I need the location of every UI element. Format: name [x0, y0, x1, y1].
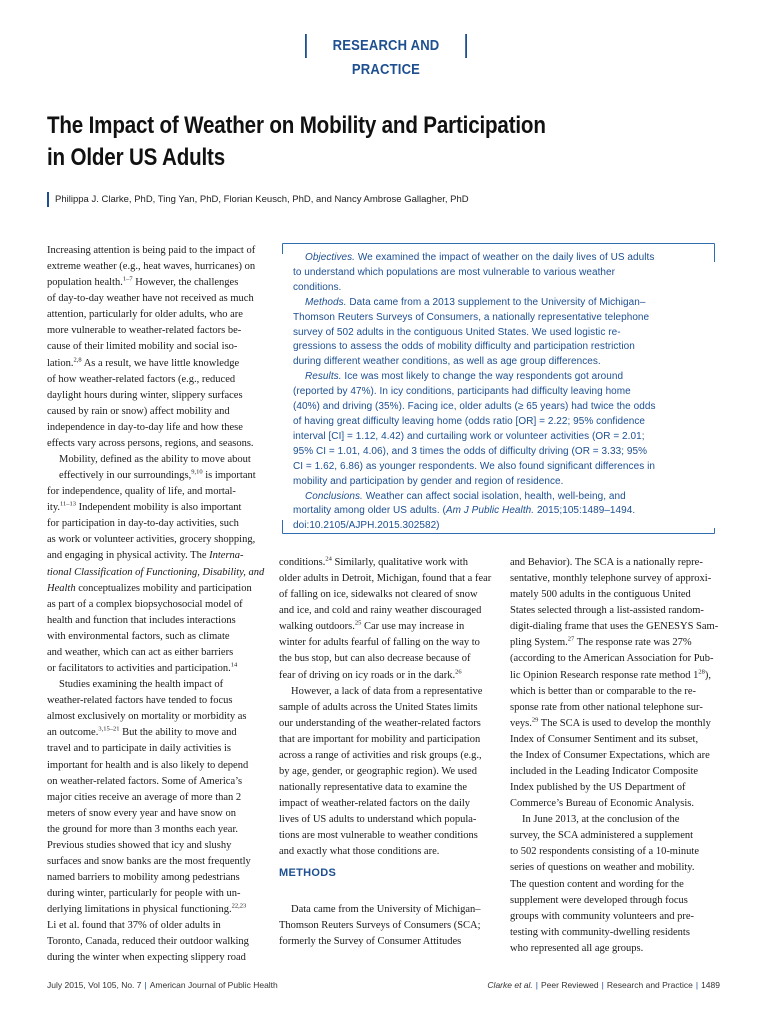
text-line: meters of snow every year and have snow on	[47, 807, 236, 819]
section-label: RESEARCH AND PRACTICE	[305, 34, 467, 58]
section-name: Research and Practice	[606, 980, 693, 990]
text-line: important for health and is also likely to depend	[47, 759, 249, 771]
abstract-text	[293, 251, 705, 534]
citation: 24	[325, 555, 332, 563]
text-line: major cities receive an average of more than 2	[47, 791, 242, 803]
border-gap	[712, 262, 718, 528]
body-column-1	[47, 243, 263, 967]
text-line: an outcome.$^{3,15-21}$ But the ability to move and	[47, 725, 237, 739]
citation: 11–13	[60, 500, 77, 508]
text-line: more vulnerable to weather-related factors be-	[47, 325, 242, 337]
abstract-line: Conclusions. Weather can affect social isolation, health, well-being, and	[305, 490, 626, 502]
citation: 26	[455, 668, 462, 676]
text-line: and exactly what those conditions are.	[279, 846, 440, 858]
text-line: which is better than or comparable to the re-	[510, 685, 697, 697]
text-line: independence in day-to-day life and how these	[47, 421, 243, 433]
text-line: pling System.$^{27}$ The response rate was 27%	[510, 635, 692, 649]
text-line: included in the Leading Indicator Composite	[510, 766, 699, 778]
abstract-line: Results. Ice was most likely to change the way respondents got around	[305, 371, 624, 383]
text-line: effects vary across persons, regions, and seasons.	[47, 437, 254, 449]
separator: |	[695, 980, 699, 990]
text-line: testing with community-dwelling residents	[510, 926, 690, 938]
text-line: who represented all age groups.	[510, 942, 644, 954]
paragraph	[279, 684, 495, 861]
paragraph	[279, 555, 495, 684]
text-line: and Behavior). The SCA is a nationally repre-	[510, 557, 703, 568]
text-line: of day-to-day weather have not received as much	[47, 293, 254, 305]
text-line: population health.$^{1-7}$ However, the challenges	[47, 275, 239, 289]
citation: 22,23	[231, 902, 247, 910]
abstract-box	[282, 243, 715, 534]
text-line: supplement were developed through focus	[510, 894, 688, 906]
abstract-line: conditions.	[293, 281, 342, 293]
text-line: nationally representative data to examine the	[279, 782, 468, 794]
text-line: daylight hours during winter, slippery surfaces	[47, 389, 243, 401]
title-line: in Older US Adults	[47, 144, 226, 171]
abstract-line: mortality among older US adults. (Am J Public Health. 2015;105:1489–1494.	[293, 505, 636, 517]
abstract-line: gressions to assess the odds of mobility difficulty and participation restriction	[293, 341, 635, 353]
citation: 28	[698, 668, 705, 676]
text-line: named barriers to mobility among pedestrians	[47, 872, 240, 884]
text-line: survey, the SCA administered a supplement	[510, 830, 694, 842]
text-line: the bus stop, but can also decrease because of	[279, 653, 471, 665]
abstract-line: Methods. Data came from a 2013 supplement to the University of Michigan–	[305, 296, 646, 308]
text-line: by age, gender, or geographic region). We used	[279, 766, 477, 778]
paragraph	[47, 243, 263, 452]
text-line: impact of weather-related factors on the daily	[279, 798, 471, 810]
text-line: groups with community volunteers and pre-	[510, 910, 695, 922]
text-line: derlying limitations in physical functioning.$^{22,23}$	[47, 902, 247, 916]
abstract-line: (40%) and driving (35%). Facing ice, older adults (≥ 65 years) had twice the odds	[293, 401, 656, 413]
text-line: on weather-related factors. Some of America’s	[47, 775, 243, 787]
citation: 3,15–21	[98, 725, 120, 733]
citation: 14	[230, 661, 238, 669]
text-line: formerly the Survey of Consumer Attitudes	[279, 936, 462, 948]
body-column-2	[279, 555, 495, 860]
article-title	[47, 110, 601, 174]
text-line: across a range of activities and risk groups (e.g.,	[279, 749, 482, 761]
abstract-line: survey of 502 adults in the contiguous United States. We used logistic re-	[293, 326, 621, 338]
text-line: fear of driving on icy roads or in the dark.$^{26}$	[279, 668, 462, 681]
paragraph	[47, 452, 263, 677]
text-line: In June 2013, at the conclusion of the	[522, 814, 680, 826]
text-line: attention, particularly for older adults, who are	[47, 309, 243, 321]
text-line: tions are most vulnerable to weather conditions	[279, 830, 478, 842]
text-line: Thomson Reuters Surveys of Consumers (SCA;	[279, 920, 481, 932]
text-line: Index of Consumer Sentiment and its subset,	[510, 733, 699, 745]
text-line: conditions.$^{24}$ Similarly, qualitative work with	[279, 555, 468, 568]
text-line: the ground for more than 3 months each year.	[47, 823, 238, 835]
text-line: during the winter when expecting slippery road	[47, 952, 246, 964]
text-line: Li et al. found that 37% of older adults in	[47, 920, 221, 932]
text-line: almost exclusively on mortality or morbidity as	[47, 711, 247, 723]
abstract-line: doi:10.2105/AJPH.2015.302582)	[293, 520, 440, 532]
text-line: sample of adults across the United States limits	[279, 701, 478, 713]
text-line: Health conceptualizes mobility and participation	[47, 582, 252, 594]
separator: |	[601, 980, 604, 990]
body-column-3	[510, 555, 726, 957]
text-line: of falling on ice, sidewalks not cleared of snow	[279, 589, 478, 601]
abstract-line: during different weather conditions, as well as age group differences.	[293, 356, 601, 368]
text-line: States selected through a list-assisted random-	[510, 605, 704, 617]
abstract-line: mobility and participation by gender and region of residence.	[293, 475, 564, 487]
text-line: ity.$^{11-13}$ Independent mobility is also important	[47, 500, 242, 514]
text-line: caused by rain or snow) affect mobility and	[47, 405, 230, 417]
border-gap	[279, 254, 285, 520]
abstract-line: of having great difficulty leaving home (odds ratio [OR] = 2.22; 95% confidence	[293, 415, 646, 427]
title-line: The Impact of Weather on Mobility and Participation	[47, 112, 546, 139]
citation: 25	[354, 619, 362, 627]
text-line: lives of US adults to understand which popula-	[279, 814, 477, 826]
text-line: and weather, which can act as either barriers	[47, 646, 234, 658]
text-line: The question content and wording for the	[510, 878, 684, 890]
text-line: for participation in day-to-day activities, such	[47, 518, 239, 530]
text-line: Studies examining the health impact of	[59, 679, 224, 691]
citation: 1–7	[122, 275, 133, 283]
abstract-line: (reported by 47%). In icy conditions, participants had difficulty leaving home	[293, 386, 631, 398]
footer-left	[47, 980, 278, 990]
text-line: and ice, and cold and rainy weather discouraged	[279, 605, 482, 617]
text-line: effectively in our surroundings,$^{9,10}$ is important	[59, 468, 256, 482]
text-line: sponse rate from other national telephone sur-	[510, 701, 703, 713]
running-authors: Clarke et al.	[487, 980, 533, 990]
separator: |	[144, 980, 147, 990]
abstract-line: Thomson Reuters Surveys of Consumers, a nationally representative telephone	[293, 311, 650, 323]
text-line: surfaces and snow banks are the most frequently	[47, 855, 251, 867]
paragraph	[510, 555, 726, 812]
text-line: extreme weather (e.g., heat waves, hurricanes) on	[47, 261, 256, 273]
text-line: However, a lack of data from a representative	[291, 685, 483, 697]
text-line: to 502 respondents consisting of a 10-minute	[510, 846, 699, 858]
text-line: weather-related factors have tended to focus	[47, 695, 233, 707]
text-line: Increasing attention is being paid to the impact of	[47, 245, 256, 256]
text-line: winter for adults fearful of falling on the way to	[279, 637, 480, 649]
text-line: Data came from the University of Michigan–	[291, 904, 481, 915]
text-line: and engaging in physical activity. The Interna-	[47, 550, 244, 562]
section-heading-methods: METHODS	[279, 867, 337, 879]
paragraph	[510, 812, 726, 957]
separator: |	[535, 980, 538, 990]
text-line: Index published by the US Department of	[510, 782, 686, 794]
text-line: that are important for mobility and participation	[279, 733, 481, 745]
text-line: during winter, particularly for people with un-	[47, 888, 241, 900]
text-line: lation.$^{2,8}$ As a result, we have little knowledge	[47, 356, 240, 369]
text-line: travel and to participate in daily activities is	[47, 743, 231, 755]
citation: 29	[531, 716, 539, 724]
methods-column	[279, 902, 495, 950]
text-line: with environmental factors, such as climate	[47, 630, 230, 642]
text-line: of how weather-related factors (e.g., reduced	[47, 373, 236, 385]
text-line: cause of their limited mobility and social iso-	[47, 341, 238, 353]
text-line: mately 500 adults in the contiguous United	[510, 589, 691, 601]
page-number: 1489	[701, 980, 720, 990]
text-line: (according to the American Association for Pub-	[510, 653, 714, 665]
citation: 2,8	[73, 356, 82, 364]
author-list: Philippa J. Clarke, PhD, Ting Yan, PhD, Florian Keusch, PhD, and Nancy Ambrose Gallagher, PhD	[47, 192, 469, 207]
citation: 27	[567, 635, 575, 643]
text-line: Toronto, Canada, reduced their outdoor walking	[47, 936, 249, 948]
text-line: sentative, monthly telephone survey of approxi-	[510, 573, 712, 585]
abstract-line: interval [CI] = 1.12, 4.42) and curtailing work or volunteer activities (OR = 2.01;	[293, 430, 645, 442]
text-line: veys.$^{29}$ The SCA is used to develop the monthly	[510, 716, 711, 729]
text-line: the Index of Consumer Expectations, which are	[510, 749, 710, 761]
abstract-line: 95% CI = 1.01, 4.06), and 3 times the odds of difficulty driving (OR = 3.33; 95%	[293, 445, 648, 457]
text-line: as part of a complex biopsychosocial model of	[47, 598, 243, 610]
abstract-line: Objectives. We examined the impact of weather on the daily lives of US adults	[305, 252, 655, 263]
text-line: digit-dialing frame that uses the GENESYS Sam-	[510, 621, 719, 633]
text-line: Previous studies showed that icy and slushy	[47, 839, 232, 851]
issue-info: July 2015, Vol 105, No. 7	[47, 980, 142, 990]
text-line: Mobility, defined as the ability to move about	[59, 454, 251, 466]
text-line: tional Classification of Functioning, Disability, and	[47, 566, 265, 578]
paragraph	[279, 902, 495, 950]
text-line: our understanding of the weather-related factors	[279, 717, 481, 729]
citation: 9,10	[191, 468, 203, 476]
footer-right	[487, 980, 720, 990]
abstract-line: to understand which populations are most vulnerable to various weather	[293, 266, 616, 278]
abstract-line: CI = 1.62, 6.86) as younger respondents. We also found significant differences in	[293, 460, 655, 472]
paragraph	[47, 677, 263, 966]
text-line: series of questions on weather and mobility.	[510, 862, 695, 874]
review-status: Peer Reviewed	[541, 980, 599, 990]
text-line: Commerce’s Bureau of Economic Analysis.	[510, 798, 695, 810]
text-line: as work or volunteer activities, grocery shopping,	[47, 534, 256, 546]
journal-name: American Journal of Public Health	[149, 980, 278, 990]
text-line: walking outdoors.$^{25}$ Car use may increase in	[279, 619, 465, 633]
text-line: older adults in Detroit, Michigan, found that a fear	[279, 573, 492, 585]
text-line: health and function that includes interactions	[47, 614, 236, 626]
text-line: for independence, quality of life, and mortal-	[47, 486, 236, 498]
text-line: or facilitators to activities and participation.$^{14}$	[47, 661, 238, 675]
text-line: lic Opinion Research response rate method $1^{28}$),	[510, 668, 711, 681]
